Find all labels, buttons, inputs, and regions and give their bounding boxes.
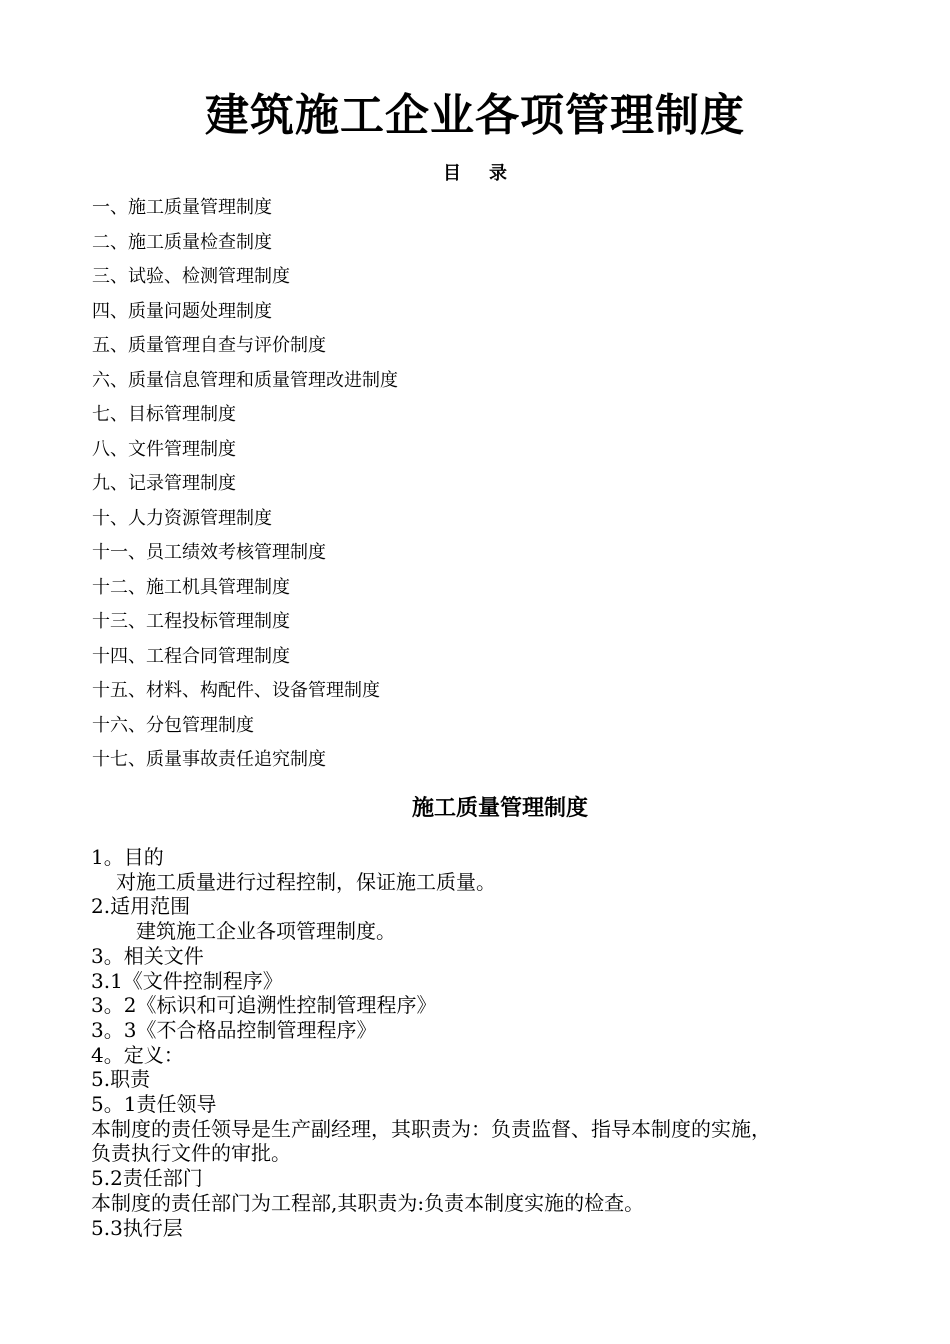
toc-item: 八、文件管理制度 xyxy=(92,438,236,460)
section-body xyxy=(91,845,891,1240)
related-document-item: 3。2《标识和可追溯性控制管理程序》 xyxy=(91,993,437,1018)
toc-item: 十、人力资源管理制度 xyxy=(92,507,272,529)
toc-item: 十七、质量事故责任追究制度 xyxy=(92,749,326,770)
paragraph-scope: 建筑施工企业各项管理制度。 xyxy=(136,919,396,944)
toc-item: 十四、工程合同管理制度 xyxy=(92,645,290,667)
toc-item: 四、质量问题处理制度 xyxy=(92,300,272,322)
paragraph-purpose: 对施工质量进行过程控制，保证施工质量。 xyxy=(116,869,496,894)
heading-responsibilities: 5.职责 xyxy=(91,1067,151,1092)
heading-scope: 2.适用范围 xyxy=(91,894,191,919)
toc-item: 十五、材料、构配件、设备管理制度 xyxy=(92,680,380,701)
table-of-contents xyxy=(92,196,398,783)
toc-item: 五、质量管理自查与评价制度 xyxy=(92,335,326,356)
toc-item: 十二、施工机具管理制度 xyxy=(92,576,290,598)
subheading-responsible-leader: 5。1责任领导 xyxy=(91,1092,217,1117)
paragraph-responsible-leader: 本制度的责任领导是生产副经理，其职责为：负责监督、指导本制度的实施， xyxy=(91,1116,771,1141)
heading-definitions: 4。定义： xyxy=(91,1042,184,1067)
toc-item: 十一、员工绩效考核管理制度 xyxy=(92,542,326,563)
toc-item: 一、施工质量管理制度 xyxy=(92,197,272,218)
related-document-item: 3。3《不合格品控制管理程序》 xyxy=(91,1017,377,1042)
heading-purpose: 1。目的 xyxy=(91,845,164,869)
paragraph-responsible-leader-cont: 负责执行文件的审批。 xyxy=(91,1141,291,1166)
heading-related-documents: 3。相关文件 xyxy=(91,943,204,968)
related-document-item: 3.1《文件控制程序》 xyxy=(91,968,283,993)
toc-item: 七、目标管理制度 xyxy=(92,404,236,425)
document-title: 建筑施工企业各项管理制度 xyxy=(205,90,745,141)
paragraph-responsible-department: 本制度的责任部门为工程部,其职责为:负责本制度实施的检查。 xyxy=(91,1190,645,1215)
toc-item: 九、记录管理制度 xyxy=(92,473,236,494)
toc-item: 十三、工程投标管理制度 xyxy=(92,611,290,632)
toc-heading xyxy=(0,162,950,186)
toc-heading-right: 录 xyxy=(489,163,507,184)
toc-heading-left: 目 xyxy=(443,163,461,184)
toc-item: 二、施工质量检查制度 xyxy=(92,231,272,253)
toc-item: 十六、分包管理制度 xyxy=(92,714,254,736)
toc-item: 六、质量信息管理和质量管理改进制度 xyxy=(92,369,398,391)
subheading-responsible-department: 5.2责任部门 xyxy=(91,1166,203,1191)
toc-item: 三、试验、检测管理制度 xyxy=(92,266,290,287)
subheading-execution-level: 5.3执行层 xyxy=(91,1215,183,1240)
section-title: 施工质量管理制度 xyxy=(411,795,588,821)
